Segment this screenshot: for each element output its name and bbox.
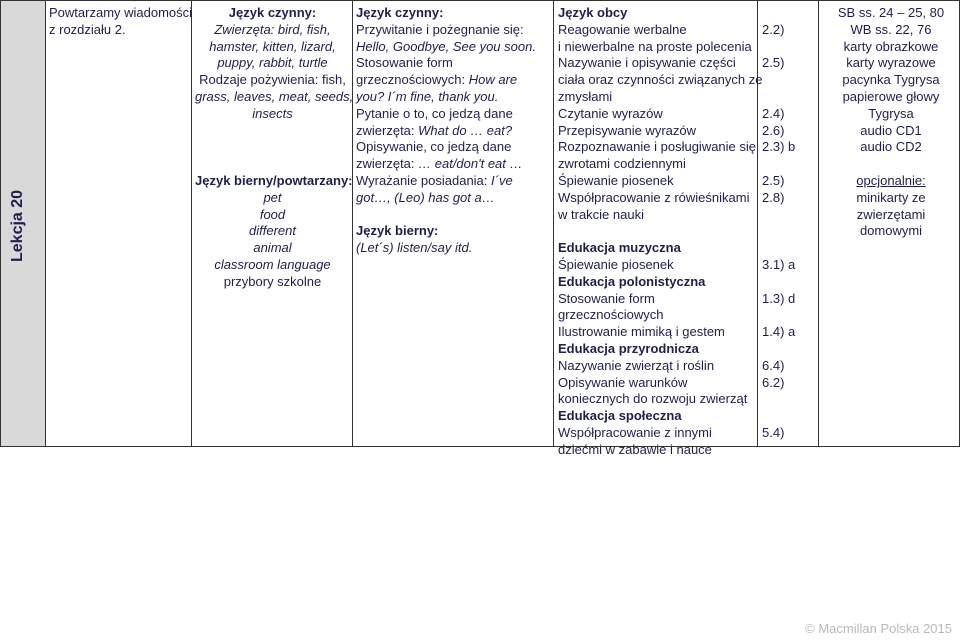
vocabulary-item: classroom language bbox=[214, 256, 331, 272]
skill-item: dziećmi w zabawie i nauce bbox=[558, 441, 712, 457]
table-top-border bbox=[0, 0, 960, 1]
spacer bbox=[356, 207, 546, 224]
skill-item: Współpracowanie z innymi bbox=[558, 424, 712, 440]
curriculum-code: 6.2) bbox=[762, 374, 785, 390]
skill-item: Reagowanie werbalne bbox=[558, 21, 687, 37]
structure-text: grzecznościowych: bbox=[356, 72, 469, 88]
skill-item: zwrotami codziennymi bbox=[558, 156, 686, 172]
structure-line: Opisywanie, co jedzą dane bbox=[356, 139, 512, 155]
structure-line: you? I´m fine, thank you. bbox=[356, 88, 499, 104]
skill-item: Ilustrowanie mimiką i gestem bbox=[558, 324, 725, 340]
vocabulary-item: Rodzaje pożywienia: fish, bbox=[199, 72, 346, 88]
spacer bbox=[762, 89, 817, 106]
vocabulary-cell bbox=[195, 5, 354, 291]
material-item: audio CD2 bbox=[860, 139, 922, 155]
skill-item: Nazywanie zwierząt i roślin bbox=[558, 357, 715, 373]
spacer bbox=[762, 223, 817, 240]
structure-line: (Let´s) listen/say itd. bbox=[356, 240, 473, 256]
vocabulary-item: przybory szkolne bbox=[223, 273, 322, 289]
skills-nature-heading: Edukacja przyrodnicza bbox=[558, 340, 699, 356]
structure-example: I´ve bbox=[491, 172, 513, 188]
vocabulary-item: different bbox=[249, 223, 296, 239]
structure-example: How are bbox=[468, 72, 518, 88]
spacer bbox=[195, 156, 350, 173]
spacer bbox=[762, 341, 817, 358]
spacer bbox=[822, 156, 960, 173]
structure-line bbox=[356, 156, 546, 173]
curriculum-code: 2.4) bbox=[762, 105, 785, 121]
spacer bbox=[762, 39, 817, 56]
curriculum-code: 2.5) bbox=[762, 172, 785, 188]
curriculum-code: 2.5) bbox=[762, 55, 785, 71]
table-bottom-border bbox=[0, 446, 960, 447]
materials-cell bbox=[822, 5, 960, 240]
lesson-number-cell bbox=[0, 0, 45, 446]
column-divider bbox=[191, 0, 192, 446]
skills-cell bbox=[558, 5, 763, 459]
spacer bbox=[762, 72, 817, 89]
topic-line: z rozdziału 2. bbox=[49, 21, 126, 37]
spacer bbox=[195, 139, 350, 156]
vocabulary-passive-heading: Język bierny/powtarzany: bbox=[195, 172, 353, 188]
curriculum-code: 1.4) a bbox=[762, 324, 796, 340]
vocabulary-item: insects bbox=[252, 105, 293, 121]
vocabulary-item: Zwierzęta: bird, fish, bbox=[214, 21, 331, 37]
curriculum-codes-cell bbox=[762, 5, 817, 442]
skills-language-heading: Język obcy bbox=[558, 5, 628, 20]
structure-line: Przywitanie i pożegnanie się: bbox=[356, 21, 524, 37]
material-item: zwierzętami bbox=[856, 206, 926, 222]
topic-line: Powtarzamy wiadomości bbox=[49, 5, 193, 20]
structure-example: … eat/don't eat … bbox=[418, 156, 523, 172]
skill-item: Stosowanie form bbox=[558, 290, 655, 306]
structure-line: Stosowanie form bbox=[356, 55, 453, 71]
vocabulary-active-heading: Język czynny: bbox=[228, 5, 317, 20]
structure-line: Pytanie o to, co jedzą dane bbox=[356, 105, 513, 121]
spacer bbox=[762, 307, 817, 324]
material-item: WB ss. 22, 76 bbox=[850, 21, 932, 37]
structure-line: Hello, Goodbye, See you soon. bbox=[356, 38, 536, 54]
spacer bbox=[762, 207, 817, 224]
skill-item: zmysłami bbox=[558, 88, 613, 104]
spacer bbox=[558, 223, 756, 240]
skills-music-heading: Edukacja muzyczna bbox=[558, 240, 681, 256]
topic-cell bbox=[49, 5, 193, 39]
structures-passive-heading: Język bierny: bbox=[356, 223, 439, 239]
spacer bbox=[762, 156, 817, 173]
spacer bbox=[762, 408, 817, 425]
structure-example: What do … eat? bbox=[418, 122, 513, 138]
structure-line bbox=[356, 72, 546, 89]
structure-text: zwierzęta: bbox=[356, 156, 419, 172]
spacer bbox=[762, 5, 817, 22]
skill-item: Opisywanie warunków bbox=[558, 374, 688, 390]
skill-item: Współpracowanie z rówieśnikami bbox=[558, 189, 750, 205]
spacer bbox=[762, 274, 817, 291]
column-divider bbox=[757, 0, 758, 446]
curriculum-code: 5.4) bbox=[762, 424, 785, 440]
skill-item: i niewerbalne na proste polecenia bbox=[558, 38, 752, 54]
material-item: audio CD1 bbox=[860, 122, 922, 138]
structure-line: got…, (Leo) has got a… bbox=[356, 189, 495, 205]
vocabulary-item: animal bbox=[253, 240, 292, 256]
skill-item: Czytanie wyrazów bbox=[558, 105, 663, 121]
column-divider bbox=[352, 0, 353, 446]
skill-item: ciała oraz czynności związanych ze bbox=[558, 72, 763, 88]
skill-item: Rozpoznawanie i posługiwanie się bbox=[558, 139, 757, 155]
column-divider bbox=[553, 0, 554, 446]
skill-item: Przepisywanie wyrazów bbox=[558, 122, 696, 138]
structures-cell bbox=[356, 5, 546, 257]
material-item: pacynka Tygrysa bbox=[842, 72, 940, 88]
material-item: karty wyrazowe bbox=[846, 55, 936, 71]
spacer bbox=[762, 391, 817, 408]
skill-item: Nazywanie i opisywanie części bbox=[558, 55, 736, 71]
material-item: domowymi bbox=[859, 223, 923, 239]
skill-item: Śpiewanie piosenek bbox=[558, 172, 674, 188]
curriculum-code: 2.2) bbox=[762, 21, 785, 37]
structures-active-heading: Język czynny: bbox=[356, 5, 444, 20]
column-divider bbox=[818, 0, 819, 446]
material-item: karty obrazkowe bbox=[843, 38, 939, 54]
spacer bbox=[762, 240, 817, 257]
skill-item: Śpiewanie piosenek bbox=[558, 256, 674, 272]
skill-item: w trakcie nauki bbox=[558, 206, 644, 222]
copyright-footer: © Macmillan Polska 2015 bbox=[805, 621, 952, 636]
column-divider bbox=[45, 0, 46, 446]
material-item: Tygrysa bbox=[868, 105, 914, 121]
table-left-border bbox=[0, 0, 1, 446]
skills-social-heading: Edukacja społeczna bbox=[558, 408, 682, 424]
vocabulary-item: puppy, rabbit, turtle bbox=[217, 55, 328, 71]
curriculum-code: 2.6) bbox=[762, 122, 785, 138]
spacer bbox=[195, 123, 350, 140]
skills-polish-heading: Edukacja polonistyczna bbox=[558, 273, 706, 289]
material-item: SB ss. 24 – 25, 80 bbox=[837, 5, 945, 20]
material-item: papierowe głowy bbox=[842, 88, 940, 104]
vocabulary-item: food bbox=[259, 206, 286, 222]
structure-text: Wyrażanie posiadania: bbox=[356, 172, 492, 188]
curriculum-code: 3.1) a bbox=[762, 256, 796, 272]
curriculum-code: 6.4) bbox=[762, 357, 785, 373]
vocabulary-item: hamster, kitten, lizard, bbox=[209, 38, 336, 54]
structure-text: zwierzęta: bbox=[356, 122, 419, 138]
structure-line bbox=[356, 123, 546, 140]
vocabulary-item: grass, leaves, meat, seeds, bbox=[195, 88, 354, 104]
optional-materials-label: opcjonalnie: bbox=[856, 172, 926, 188]
skill-item: koniecznych do rozwoju zwierząt bbox=[558, 391, 748, 407]
structure-line bbox=[356, 173, 546, 190]
skill-item: grzecznościowych bbox=[558, 307, 664, 323]
curriculum-code: 2.8) bbox=[762, 189, 785, 205]
lesson-number: Lekcja 20 bbox=[9, 189, 26, 262]
curriculum-code: 1.3) d bbox=[762, 290, 796, 306]
material-item: minikarty ze bbox=[856, 189, 926, 205]
vocabulary-item: pet bbox=[263, 189, 282, 205]
curriculum-code: 2.3) b bbox=[762, 139, 796, 155]
